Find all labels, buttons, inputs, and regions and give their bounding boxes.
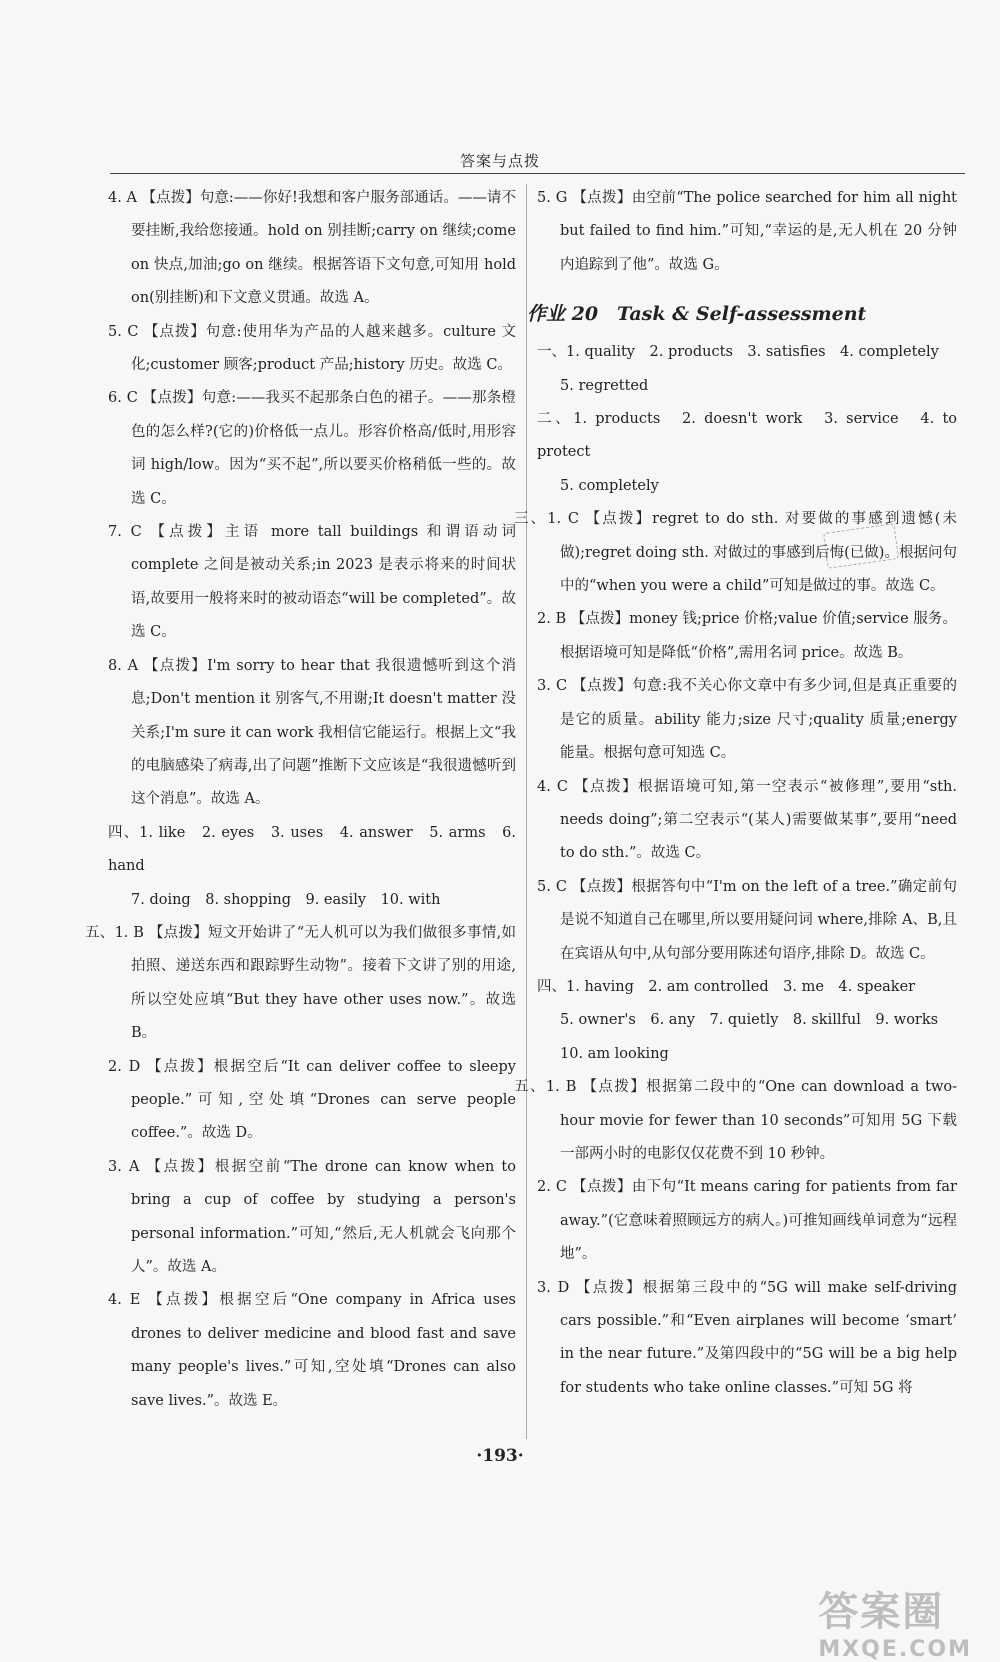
answer-item: 2. B 【点拨】money 钱;price 价格;value 价值;service 服务。根据语境可知是降低“价格”,需用名词 price。故选 B。 [537,611,957,661]
watermark-cn: 答案圈 [818,1589,945,1635]
answer-line: 5. owner's 6. any 7. quietly 8. skillful 9. works [560,1012,939,1029]
answer-item: 5. G 【点拨】由空前“The police searched for him all night but failed to find him.”可知,“幸运的是,无人机在 20 分钟内追踪到了他”。故选 G。 [537,190,957,273]
answer-item: 4. E 【点拨】根据空后“One company in Africa uses drones to deliver medicine and blood fast and save many people's lives.”可知,空处填“Drones can also save lives.”。故选 E。 [108,1292,516,1409]
answer-item: 五、1. B 【点拨】根据第二段中的“One can download a two-hour movie for fewer than 10 seconds”可知用 5G 下载一部两小时的电影仅仅花费不到 10 秒钟。 [514,1079,957,1162]
answer-item: 3. C 【点拨】句意:我不关心你文章中有多少词,但是真正重要的是它的质量。ability 能力;size 尺寸;quality 质量;energy 能量。根据句意可知选 C。 [537,678,957,762]
answer-item: 8. A 【点拨】I'm sorry to hear that 我很遗憾听到这个消息;Don't mention it 别客气,不用谢;It doesn't matter 没关系;I'm sure it can work 我相信它能运行。根据上文“我的电脑感染了病毒,出了问题”推断下文应该是“我很遗憾听到这个消息”。故选 A。 [108,657,516,808]
answer-item: 5. C 【点拨】句意:使用华为产品的人越来越多。culture 文化;customer 顾客;product 产品;history 历史。故选 C。 [108,323,516,374]
answer-line: 10. am looking [560,1045,669,1062]
section-title: 作业 20 Task & Self-assessment [527,303,867,326]
answer-line: 四、1. having 2. am controlled 3. me 4. speaker [537,978,916,995]
answer-item: 3. A 【点拨】根据空前“The drone can know when to bring a cup of coffee by studying a person's personal information.”可知,“然后,无人机就会飞向那个人”。故选 A。 [108,1158,516,1275]
right-column [514,182,957,1405]
answer-line: 二、1. products 2. doesn't work 3. service 4. to protect [537,411,957,461]
answer-line: 7. doing 8. shopping 9. easily 10. with [131,891,441,908]
answer-line: 5. regretted [560,377,649,394]
left-column [85,182,516,1418]
header-rule [110,173,965,174]
answer-item: 2. D 【点拨】根据空后“It can deliver coffee to sleepy people.”可知,空处填“Drones can serve people coffee.”。故选 D。 [108,1058,516,1142]
watermark-logo [818,1580,972,1662]
answer-item: 三、1. C 【点拨】regret to do sth. 对要做的事感到遗憾(未做);regret doing sth. 对做过的事感到后悔(已做)。根据问句中的“when you were a child”可知是做过的事。故选 C。 [514,511,957,595]
answer-item: 2. C 【点拨】由下句“It means caring for patients from far away.”(它意味着照顾远方的病人。)可推知画线单词意为“远程地”。 [537,1179,957,1263]
watermark-en: MXQE.COM [818,1637,972,1662]
answer-item: 五、1. B 【点拨】短文开始讲了“无人机可以为我们做很多事情,如拍照、递送东西和跟踪野生动物”。接着下文讲了别的用途,所以空处应填“But they have other uses now.”。故选 B。 [85,924,516,1042]
page-number: ·193· [476,1446,524,1466]
answer-item: 6. C 【点拨】句意:——我买不起那条白色的裙子。——那条橙色的怎么样?(它的)价格低一点儿。形容价格高/低时,用形容词 high/low。因为“买不起”,所以要买价格稍低一些的。故选 C。 [108,390,516,507]
page-header: 答案与点拨 [459,152,540,170]
answer-item: 7. C 【点拨】主语 more tall buildings 和谓语动词 complete 之间是被动关系;in 2023 是表示将来的时间状语,故要用一般将来时的被动语态“will be completed”。故选 C。 [108,524,516,641]
answer-item: 3. D 【点拨】根据第三段中的“5G will make self-driving cars possible.”和“Even airplanes will become ‘smart’ in the near future.”及第四段中的“5G will be a big help for students who take online classes.”可知 5G 将 [537,1279,957,1396]
answer-group [514,403,957,503]
answer-item: 4. C 【点拨】根据语境可知,第一空表示“被修理”,要用“sth. needs doing”;第二空表示“(某人)需要做某事”,要用“need to do sth.”。故选 C。 [537,778,957,862]
answer-group [514,971,957,1071]
answer-item: 5. C 【点拨】根据答句中“I'm on the left of a tree.”确定前句是说不知道自己在哪里,所以要用疑问词 where,排除 A、B,且在宾语从句中,从句部分要用陈述句语序,排除 D。故选 C。 [537,878,957,962]
answer-group [514,336,957,403]
answer-group [85,817,516,917]
answer-line: 一、1. quality 2. products 3. satisfies 4. completely [537,344,939,361]
answer-item: 4. A 【点拨】句意:——你好!我想和客户服务部通话。——请不要挂断,我给您接通。hold on 别挂断;carry on 继续;come on 快点,加油;go on 继续。根据答语下文句意,可知用 hold on(别挂断)和下文意义贯通。故选 A。 [108,190,516,307]
answer-line: 四、1. like 2. eyes 3. uses 4. answer 5. arms 6. hand [108,824,516,875]
answer-line: 5. completely [560,477,659,494]
